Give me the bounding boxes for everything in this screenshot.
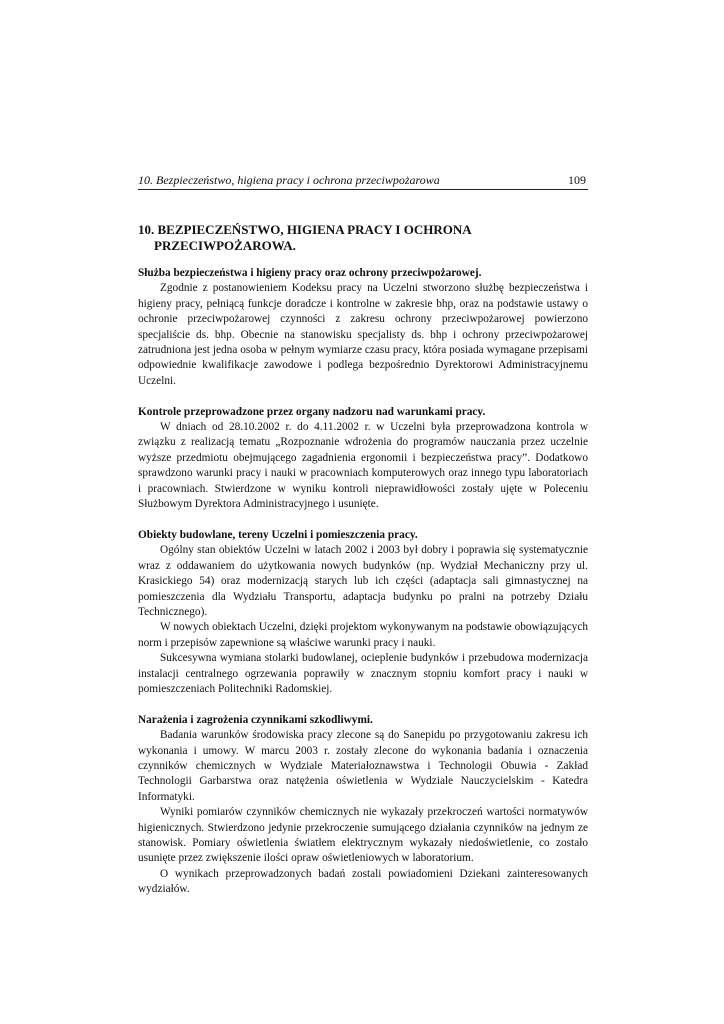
paragraph: Wyniki pomiarów czynników chemicznych nie wykazały przekroczeń wartości normatywów higienicznych. Stwierdzono jedynie przekroczenie sumującego działania czynników na jednym ze stanowisk. Pomiary oświetlenia światłem elektrycznym wykazały niedoświetlenie, co zostało usunięte przez zwiększenie ilości opraw oświetleniowych w laboratorium. <box>138 806 588 865</box>
chapter-title-line-2: PRZECIWPOŻAROWA. <box>154 238 296 253</box>
running-header <box>138 173 588 190</box>
paragraph: O wynikach przeprowadzonych badań zostali powiadomieni Dziekani zainteresowanych wydziałów. <box>138 867 588 896</box>
running-header-title: 10. Bezpieczeństwo, higiena pracy i ochrona przeciwpożarowa <box>138 173 440 187</box>
chapter-title-line-1: 10. BEZPIECZEŃSTWO, HIGIENA PRACY I OCHRONA <box>138 222 472 237</box>
page-number: 109 <box>568 173 586 187</box>
paragraph: Badania warunków środowiska pracy zlecone są do Sanepidu po przygotowaniu zakresu ich wykonania i umowy. W marcu 2003 r. zostały zlecone do wykonania badania i oznaczenia czynników chemicznych w Wydziale Materiałoznawstwa i Technologii Obuwia - Zakład Technologii Garbarstwa oraz natężenia oświetlenia w Wydziale Nauczycielskim - Katedra Informatyki. <box>138 729 588 803</box>
paragraph: W nowych obiektach Uczelni, dzięki projektom wykonywanym na podstawie obowiązujących norm i przepisów zapewnione są właściwe warunki pracy i nauki. <box>138 621 588 649</box>
section-hazards <box>138 713 588 898</box>
section-heading: Narażenia i zagrożenia czynnikami szkodliwymi. <box>138 713 373 726</box>
section-heading: Kontrole przeprowadzone przez organy nadzoru nad warunkami pracy. <box>138 405 486 418</box>
paragraph: Zgodnie z postanowieniem Kodeksu pracy na Uczelni stworzono służbę bezpieczeństwa i higieny pracy, pełniącą funkcje doradcze i kontrolne w zakresie bhp, oraz na podstawie ustawy o ochronie przeciwpożarowej czynności z zakresu ochrony przeciwpożarowej powierzono specjaliście ds. bhp. Obecnie na stanowisku specjalisty ds. bhp i ochrony przeciwpożarowej zatrudniona jest jedna osoba w pełnym wymiarze czasu pracy, która posiada wymagane przepisami odpowiednie kwalifikacje zawodowe i podlega bezpośrednio Dyrektorowi Administracyjnemu Uczelni. <box>138 282 588 387</box>
paragraph: W dniach od 28.10.2002 r. do 4.11.2002 r. w Uczelni była przeprowadzona kontrola w związku z realizacją tematu „Rozpoznanie wdrożenia do programów nauczania przez uczelnie wyższe przedmiotu obejmującego zagadnienia ergonomii i bezpieczeństwa pracy”. Dodatkowo sprawdzono warunki pracy i nauki w pracowniach komputerowych oraz innego typu laboratoriach i pracowniach. Stwierdzone w wyniku kontroli nieprawidłowości zostały ujęte w Poleceniu Służbowym Dyrektora Administracyjnego i usunięte. <box>138 421 588 511</box>
section-bhp-service <box>138 266 588 389</box>
section-buildings <box>138 528 588 697</box>
paragraph: Sukcesywna wymiana stolarki budowlanej, ocieplenie budynków i przebudowa modernizacja instalacji centralnego ogrzewania poprawiły w znacznym stopniu komfort pracy i nauki w pomieszczeniach Politechniki Radomskiej. <box>138 652 588 695</box>
paragraph: Ogólny stan obiektów Uczelni w latach 2002 i 2003 był dobry i poprawia się systematycznie wraz z oddawaniem do użytkowania nowych budynków (np. Wydział Mechaniczny przy ul. Krasickiego 54) oraz modernizacją starych lub ich części (adaptacja sali gimnastycznej na pomieszczenia dla Wydziału Transportu, adaptacja budynku po pralni na potrzeby Działu Technicznego). <box>138 544 588 618</box>
section-heading: Obiekty budowlane, tereny Uczelni i pomieszczenia pracy. <box>138 528 418 541</box>
page-body <box>138 266 588 913</box>
section-inspections <box>138 405 588 513</box>
section-heading: Służba bezpieczeństwa i higieny pracy oraz ochrony przeciwpożarowej. <box>138 267 482 279</box>
chapter-title <box>138 222 588 254</box>
